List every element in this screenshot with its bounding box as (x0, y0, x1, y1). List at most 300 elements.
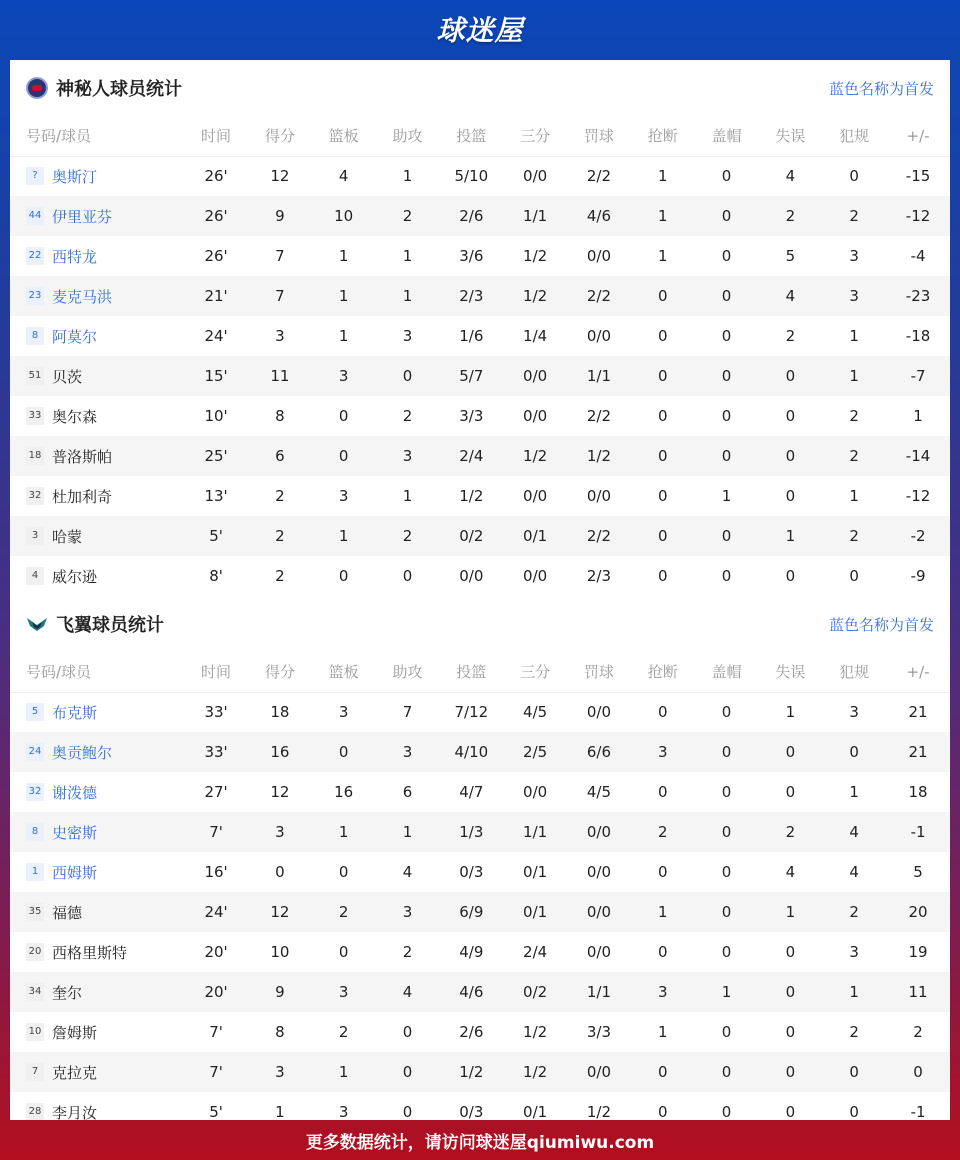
stat-cell: -23 (886, 276, 950, 316)
table-row[interactable] (10, 316, 950, 356)
stat-cell: 0 (721, 1103, 732, 1120)
table-row[interactable] (10, 156, 950, 196)
stat-cell: 0 (657, 703, 668, 722)
player-cell (10, 972, 184, 1012)
starter-legend-note: 蓝色名称为首发 (828, 615, 934, 634)
stat-cell: 1/1 (503, 196, 567, 236)
stat-cell: 0 (721, 783, 732, 801)
stat-cell: 3 (822, 276, 886, 316)
stat-cell: 0/0 (586, 943, 611, 961)
stat-cell: 1 (657, 247, 668, 265)
stat-cell: 4/5 (523, 703, 548, 722)
jersey-number-badge: ? (26, 167, 44, 185)
player-cell (10, 276, 184, 316)
stat-cell: 26' (204, 167, 228, 186)
player-cell (10, 1012, 184, 1052)
stat-cell: 0 (631, 1052, 695, 1092)
stat-cell: 3 (312, 356, 376, 396)
jersey-number-badge: 44 (26, 207, 44, 225)
stat-cell: 0/0 (523, 407, 548, 425)
stat-cell: 0 (695, 356, 759, 396)
stat-cell: 1 (631, 892, 695, 932)
stat-cell: 4/9 (459, 943, 484, 961)
stat-cell: 16 (248, 732, 312, 772)
stat-cell: 4 (376, 972, 440, 1012)
stat-cell: 24' (184, 892, 248, 932)
stat-cell: 1/2 (523, 1023, 548, 1041)
jersey-number-badge: 35 (26, 903, 44, 921)
stat-cell: 1/2 (503, 436, 567, 476)
stat-cell: 2 (402, 407, 413, 425)
stat-cell: 7 (275, 247, 285, 265)
stat-cell: 7 (402, 703, 413, 722)
team-sections (10, 60, 950, 1120)
stat-cell: 21' (184, 276, 248, 316)
stat-cell: 0 (631, 356, 695, 396)
table-row[interactable] (10, 892, 950, 932)
jersey-number-badge: 8 (26, 823, 44, 841)
column-header: 号码/球员 (10, 652, 184, 692)
stat-cell: 0 (721, 327, 732, 345)
jersey-number-badge: 8 (26, 327, 44, 345)
stat-cell: 2 (376, 196, 440, 236)
column-header: 篮板 (312, 116, 376, 156)
stat-cell: 0 (402, 1103, 413, 1120)
stat-cell: 0 (758, 356, 822, 396)
starter-legend-note: 蓝色名称为首发 (828, 79, 934, 98)
stat-cell: -2 (886, 516, 950, 556)
stat-cell: 0/0 (586, 247, 611, 265)
stat-cell: 1/1 (567, 356, 631, 396)
stat-cell: 0 (338, 407, 349, 425)
jersey-number-badge: 5 (26, 703, 44, 721)
column-header: 三分 (503, 116, 567, 156)
jersey-number-badge: 7 (26, 1063, 44, 1081)
stat-cell: 3 (376, 436, 440, 476)
stat-cell: 9 (248, 972, 312, 1012)
wings-logo-icon (26, 615, 48, 633)
stat-cell: 0 (849, 1103, 859, 1120)
stat-cell: 0 (402, 567, 413, 585)
stat-cell: 0 (657, 863, 668, 881)
player-cell (10, 932, 184, 972)
section-title: 飞翼球员统计 (56, 615, 164, 636)
stat-cell: -12 (886, 196, 950, 236)
stat-cell: 3 (849, 943, 859, 961)
column-header: 抢断 (631, 652, 695, 692)
stat-cell: -7 (886, 356, 950, 396)
footer-link-text[interactable]: 更多数据统计，请访问球迷屋qiumiwu.com (305, 1132, 655, 1153)
stat-cell: 0 (695, 276, 759, 316)
stat-cell: 1 (721, 487, 732, 505)
stat-cell: 0/0 (523, 487, 548, 505)
stat-cell: 11 (248, 356, 312, 396)
column-header: +/- (886, 116, 950, 156)
column-header: 时间 (184, 116, 248, 156)
stat-cell: 16' (204, 863, 228, 881)
stat-cell: -14 (886, 436, 950, 476)
stat-cell: 0 (657, 327, 668, 345)
jersey-number-badge: 33 (26, 407, 44, 425)
column-header: 得分 (248, 116, 312, 156)
stat-cell: 1 (785, 703, 796, 722)
player-cell (10, 732, 184, 772)
stat-cell: -12 (905, 487, 931, 505)
stat-cell: 3 (275, 327, 285, 345)
stat-cell: 33' (204, 703, 228, 722)
stat-cell: 7' (209, 1023, 223, 1041)
stat-cell: 1 (849, 327, 859, 345)
stat-cell: 2 (785, 327, 796, 345)
player-name[interactable]: 奥斯汀 (52, 167, 98, 186)
stat-cell: 0 (695, 732, 759, 772)
stat-cell: 0 (785, 783, 796, 801)
stat-cell: 4 (402, 863, 413, 881)
stat-cell: 1 (657, 1023, 668, 1041)
stat-cell: 2/6 (459, 1023, 484, 1041)
stat-cell: 0 (657, 567, 668, 585)
table-row[interactable] (10, 812, 950, 852)
player-cell (10, 156, 184, 196)
stat-cell: 0/0 (567, 812, 631, 852)
stat-cell: 0/0 (567, 892, 631, 932)
stat-cell: 12 (270, 783, 290, 801)
stat-cell: 1/2 (503, 276, 567, 316)
player-cell (10, 436, 184, 476)
player-name[interactable]: 哈蒙 (52, 527, 83, 546)
table-row[interactable] (10, 476, 950, 516)
stat-cell: 0 (695, 812, 759, 852)
table-row[interactable] (10, 556, 950, 596)
table-row[interactable] (10, 356, 950, 396)
player-name[interactable]: 杜加利奇 (52, 487, 113, 506)
player-stats-table (10, 652, 950, 1120)
stat-cell: 2 (312, 892, 376, 932)
player-name[interactable]: 克拉克 (52, 1063, 98, 1082)
section-title: 神秘人球员统计 (56, 79, 182, 100)
stat-cell: 5 (913, 863, 923, 881)
stat-cell: 2/4 (523, 943, 548, 961)
table-row[interactable] (10, 196, 950, 236)
stat-cell: 2/2 (586, 407, 611, 425)
stat-cell: 1 (849, 487, 859, 505)
table-row[interactable] (10, 772, 950, 812)
stat-cell: 1 (758, 892, 822, 932)
player-name[interactable]: 李月汝 (52, 1103, 98, 1120)
player-name[interactable]: 谢泼德 (52, 783, 98, 802)
stat-cell: 13' (204, 487, 228, 505)
stat-cell: 10 (270, 943, 290, 961)
stat-cell: 15' (184, 356, 248, 396)
stat-cell: 5' (209, 1103, 223, 1120)
stat-cell: 26' (184, 196, 248, 236)
player-stats-table (10, 116, 950, 596)
stat-cell: -15 (905, 167, 931, 186)
stats-panel (10, 60, 950, 1120)
stat-cell: 0 (785, 487, 796, 505)
stat-cell: 0 (721, 567, 732, 585)
stat-cell: 0 (721, 247, 732, 265)
column-header: 失误 (758, 116, 822, 156)
stat-cell: 3 (338, 1103, 349, 1120)
column-header: 盖帽 (695, 116, 759, 156)
stat-cell: 20' (184, 972, 248, 1012)
player-name[interactable]: 奥尔森 (52, 407, 98, 426)
stat-cell: 0 (338, 863, 349, 881)
stat-cell: 0/0 (459, 567, 484, 585)
stat-cell: 2 (631, 812, 695, 852)
stat-cell: 1 (631, 196, 695, 236)
player-cell (10, 852, 184, 892)
player-name[interactable]: 奎尔 (52, 983, 83, 1002)
table-row[interactable] (10, 396, 950, 436)
stat-cell: 18 (270, 703, 290, 722)
stat-cell: 2/5 (503, 732, 567, 772)
stat-cell: 20' (204, 943, 228, 961)
stat-cell: 2/3 (586, 567, 611, 585)
player-name[interactable]: 詹姆斯 (52, 1023, 98, 1042)
stat-cell: 0/3 (459, 1103, 484, 1120)
player-cell (10, 1052, 184, 1092)
stat-cell: 4/5 (586, 783, 611, 801)
stat-cell: 1 (312, 1052, 376, 1092)
table-row[interactable] (10, 732, 950, 772)
stat-cell: 3/3 (586, 1023, 611, 1041)
stat-cell: 4/6 (439, 972, 503, 1012)
stat-cell: 0 (785, 1103, 796, 1120)
stat-cell: 1/4 (523, 327, 548, 345)
stat-cell: 3/3 (459, 407, 484, 425)
stat-cell: 1 (376, 276, 440, 316)
stat-cell: 0/2 (439, 516, 503, 556)
stat-cell: 0 (758, 436, 822, 476)
stat-cell: 0/1 (523, 863, 548, 881)
stat-cell: 1 (376, 812, 440, 852)
column-header: 犯规 (822, 116, 886, 156)
stat-cell: 3 (376, 892, 440, 932)
stat-cell: 3 (402, 327, 413, 345)
stat-cell: 0 (695, 892, 759, 932)
stat-cell: 0 (886, 1052, 950, 1092)
section-header (10, 60, 950, 116)
stat-cell: 27' (204, 783, 228, 801)
column-header: 罚球 (567, 652, 631, 692)
stat-cell: 2 (822, 196, 886, 236)
stat-cell: 3 (248, 1052, 312, 1092)
team-section (10, 596, 950, 1120)
stat-cell: 3 (849, 247, 859, 265)
column-header: 犯规 (822, 652, 886, 692)
column-header: 失误 (758, 652, 822, 692)
column-header: 投篮 (439, 116, 503, 156)
player-name[interactable]: 奥贡鲍尔 (52, 743, 113, 762)
jersey-number-badge: 32 (26, 783, 44, 801)
stat-cell: 1/2 (503, 1052, 567, 1092)
stat-cell: 21 (886, 732, 950, 772)
stat-cell: 0/2 (503, 972, 567, 1012)
table-row[interactable] (10, 692, 950, 732)
stat-cell: 4/10 (439, 732, 503, 772)
stat-cell: 0 (312, 436, 376, 476)
player-name[interactable]: 西格里斯特 (52, 943, 128, 962)
stat-cell: 3 (631, 732, 695, 772)
stat-cell: 1 (338, 327, 349, 345)
stat-cell: 6 (402, 783, 413, 801)
stat-cell: 1 (657, 167, 668, 186)
column-header: +/- (886, 652, 950, 692)
stat-cell: 0/1 (503, 516, 567, 556)
player-name[interactable]: 阿莫尔 (52, 327, 98, 346)
stat-cell: 7/12 (454, 703, 489, 722)
stat-cell: -4 (910, 247, 926, 265)
stat-cell: 9 (248, 196, 312, 236)
stat-cell: 1 (758, 516, 822, 556)
stat-cell: 0 (657, 783, 668, 801)
stat-cell: 0 (721, 863, 732, 881)
stat-cell: 2/4 (439, 436, 503, 476)
jersey-number-badge: 1 (26, 863, 44, 881)
stat-cell: 24' (204, 327, 228, 345)
stat-cell: 0 (695, 436, 759, 476)
jersey-number-badge: 28 (26, 1103, 44, 1120)
table-row[interactable] (10, 932, 950, 972)
stat-cell: 12 (248, 892, 312, 932)
table-row[interactable] (10, 852, 950, 892)
stat-cell: 1/2 (567, 436, 631, 476)
player-name[interactable]: 西姆斯 (52, 863, 98, 882)
stat-cell: 0 (721, 1023, 732, 1041)
table-row[interactable] (10, 276, 950, 316)
stat-cell: 1 (402, 487, 413, 505)
jersey-number-badge: 20 (26, 943, 44, 961)
player-name[interactable]: 史密斯 (52, 823, 98, 842)
stat-cell: -1 (910, 1103, 926, 1120)
stat-cell: 1 (822, 356, 886, 396)
stat-cell: 4/6 (567, 196, 631, 236)
stat-cell: 2/3 (439, 276, 503, 316)
stat-cell: 0/0 (586, 863, 611, 881)
player-cell (10, 892, 184, 932)
stat-cell: 0/0 (586, 703, 611, 722)
table-row[interactable] (10, 972, 950, 1012)
stat-cell: 3 (312, 972, 376, 1012)
brand-logo: 球迷屋 (436, 14, 524, 47)
stat-cell: 7' (184, 1052, 248, 1092)
stat-cell: 4 (822, 812, 886, 852)
stat-cell: 0 (402, 1023, 413, 1041)
stat-cell: 5' (184, 516, 248, 556)
stat-cell: 0 (721, 943, 732, 961)
stat-cell: 1/2 (523, 247, 548, 265)
stat-cell: 1 (913, 407, 923, 425)
player-name[interactable]: 贝茨 (52, 367, 83, 386)
stat-cell: 8' (209, 567, 223, 585)
player-name[interactable]: 普洛斯帕 (52, 447, 113, 466)
player-name[interactable]: 威尔逊 (52, 567, 98, 586)
stat-cell: 5 (785, 247, 796, 265)
table-row[interactable] (10, 1012, 950, 1052)
stat-cell: 4 (338, 167, 349, 186)
stat-cell: 2 (275, 487, 285, 505)
stat-cell: 1/2 (459, 487, 484, 505)
stat-cell: 0 (695, 1052, 759, 1092)
stat-cell: 0 (849, 167, 859, 186)
stat-cell: 2 (849, 407, 859, 425)
table-row[interactable] (10, 1092, 950, 1120)
stat-cell: 2 (913, 1023, 923, 1041)
stat-cell: 0/0 (567, 1052, 631, 1092)
column-header: 号码/球员 (10, 116, 184, 156)
stat-cell: 5/7 (439, 356, 503, 396)
stat-cell: 2/2 (567, 276, 631, 316)
table-row[interactable] (10, 516, 950, 556)
stat-cell: 1 (312, 516, 376, 556)
section-header (10, 596, 950, 652)
table-row[interactable] (10, 436, 950, 476)
stat-cell: 0 (785, 407, 796, 425)
stat-cell: 2 (376, 516, 440, 556)
stat-cell: 3/6 (459, 247, 484, 265)
stat-cell: 0 (758, 972, 822, 1012)
stat-cell: 1 (338, 247, 349, 265)
stat-cell: 3 (376, 732, 440, 772)
stat-cell: 7 (248, 276, 312, 316)
stat-cell: -9 (910, 567, 926, 585)
stat-cell: 25' (184, 436, 248, 476)
stat-cell: 3 (631, 972, 695, 1012)
stat-cell: 4 (785, 863, 796, 881)
stat-cell: 0/0 (523, 167, 548, 186)
stat-cell: 5/10 (454, 167, 489, 186)
stat-cell: 0/3 (459, 863, 484, 881)
stat-cell: 0 (376, 356, 440, 396)
player-cell (10, 316, 184, 356)
stat-cell: 6/6 (567, 732, 631, 772)
column-header: 投篮 (439, 652, 503, 692)
player-name[interactable]: 福德 (52, 903, 83, 922)
column-header: 得分 (248, 652, 312, 692)
stat-cell: 3 (338, 487, 349, 505)
column-header: 罚球 (567, 116, 631, 156)
stat-cell: 0/1 (523, 1103, 548, 1120)
stat-cell: 0 (657, 487, 668, 505)
column-header: 抢断 (631, 116, 695, 156)
player-cell (10, 516, 184, 556)
player-name[interactable]: 麦克马洪 (52, 287, 113, 306)
table-row[interactable] (10, 236, 950, 276)
stat-cell: 0 (758, 732, 822, 772)
stat-cell: 12 (270, 167, 290, 186)
player-cell (10, 772, 184, 812)
table-row[interactable] (10, 1052, 950, 1092)
stat-cell: 1 (822, 972, 886, 1012)
table-header-row (10, 652, 950, 692)
stat-cell: 0 (822, 1052, 886, 1092)
stat-cell: 2 (338, 1023, 349, 1041)
player-cell (10, 1092, 184, 1120)
stat-cell: 0 (758, 1052, 822, 1092)
stat-cell: 26' (204, 247, 228, 265)
player-name[interactable]: 西特龙 (52, 247, 98, 266)
player-name[interactable]: 伊里亚芬 (52, 207, 113, 226)
stat-cell: 2 (822, 436, 886, 476)
stat-cell: 1 (695, 972, 759, 1012)
player-name[interactable]: 布克斯 (52, 703, 98, 722)
stat-cell: 0 (275, 863, 285, 881)
stat-cell: 6/9 (439, 892, 503, 932)
stat-cell: 0 (657, 943, 668, 961)
stat-cell: 1 (402, 247, 413, 265)
